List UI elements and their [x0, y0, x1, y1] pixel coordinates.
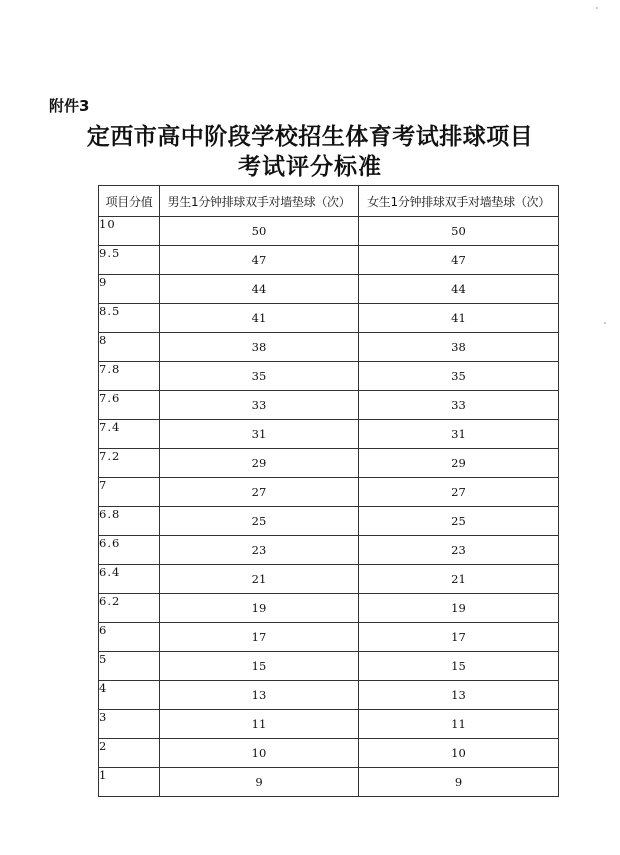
- table-row: [99, 362, 559, 391]
- male-count-cell: 27: [160, 478, 359, 507]
- score-cell: 6: [99, 623, 160, 652]
- table-body: [99, 217, 559, 797]
- male-count-cell: 31: [160, 420, 359, 449]
- female-count-cell: 13: [359, 681, 559, 710]
- score-cell: 6.8: [99, 507, 160, 536]
- score-cell: 5: [99, 652, 160, 681]
- score-cell: 7.8: [99, 362, 160, 391]
- table-row: [99, 565, 559, 594]
- male-count-cell: 33: [160, 391, 359, 420]
- score-cell: 6.6: [99, 536, 160, 565]
- document-subtitle: 考试评分标准: [238, 153, 382, 180]
- score-cell: 6.2: [99, 594, 160, 623]
- table-row: [99, 536, 559, 565]
- male-count-cell: 44: [160, 275, 359, 304]
- table-row: [99, 623, 559, 652]
- table-header-row: [99, 186, 559, 217]
- table-row: [99, 681, 559, 710]
- female-count-cell: 27: [359, 478, 559, 507]
- female-count-cell: 15: [359, 652, 559, 681]
- scoring-table: [98, 185, 559, 797]
- table-row: [99, 739, 559, 768]
- header-male: 男生1分钟排球双手对墙垫球（次）: [160, 186, 359, 217]
- female-count-cell: 11: [359, 710, 559, 739]
- score-cell: 8.5: [99, 304, 160, 333]
- male-count-cell: 41: [160, 304, 359, 333]
- female-count-cell: 44: [359, 275, 559, 304]
- table-row: [99, 391, 559, 420]
- female-count-cell: 41: [359, 304, 559, 333]
- male-count-cell: 15: [160, 652, 359, 681]
- female-count-cell: 50: [359, 217, 559, 246]
- female-count-cell: 21: [359, 565, 559, 594]
- female-count-cell: 23: [359, 536, 559, 565]
- score-cell: 2: [99, 739, 160, 768]
- female-count-cell: 38: [359, 333, 559, 362]
- table-row: [99, 333, 559, 362]
- scan-speck: [604, 322, 606, 324]
- female-count-cell: 33: [359, 391, 559, 420]
- male-count-cell: 25: [160, 507, 359, 536]
- table-row: [99, 478, 559, 507]
- female-count-cell: 19: [359, 594, 559, 623]
- table-row: [99, 594, 559, 623]
- male-count-cell: 19: [160, 594, 359, 623]
- male-count-cell: 21: [160, 565, 359, 594]
- attachment-label: 附件3: [49, 97, 90, 115]
- header-female: 女生1分钟排球双手对墙垫球（次）: [359, 186, 559, 217]
- score-cell: 8: [99, 333, 160, 362]
- male-count-cell: 9: [160, 768, 359, 797]
- score-cell: 3: [99, 710, 160, 739]
- female-count-cell: 47: [359, 246, 559, 275]
- male-count-cell: 47: [160, 246, 359, 275]
- score-cell: 7.2: [99, 449, 160, 478]
- male-count-cell: 13: [160, 681, 359, 710]
- table-row: [99, 507, 559, 536]
- male-count-cell: 17: [160, 623, 359, 652]
- score-cell: 4: [99, 681, 160, 710]
- female-count-cell: 35: [359, 362, 559, 391]
- table-row: [99, 710, 559, 739]
- male-count-cell: 10: [160, 739, 359, 768]
- female-count-cell: 25: [359, 507, 559, 536]
- female-count-cell: 9: [359, 768, 559, 797]
- scan-speck: [596, 7, 598, 9]
- score-cell: 7: [99, 478, 160, 507]
- table-row: [99, 420, 559, 449]
- table-row: [99, 246, 559, 275]
- table-row: [99, 449, 559, 478]
- score-cell: 9.5: [99, 246, 160, 275]
- table-row: [99, 275, 559, 304]
- male-count-cell: 11: [160, 710, 359, 739]
- female-count-cell: 10: [359, 739, 559, 768]
- male-count-cell: 23: [160, 536, 359, 565]
- female-count-cell: 31: [359, 420, 559, 449]
- table-row: [99, 304, 559, 333]
- score-cell: 7.6: [99, 391, 160, 420]
- table-row: [99, 652, 559, 681]
- score-cell: 6.4: [99, 565, 160, 594]
- document-title: 定西市高中阶段学校招生体育考试排球项目: [86, 123, 534, 150]
- male-count-cell: 50: [160, 217, 359, 246]
- score-cell: 1: [99, 768, 160, 797]
- score-cell: 7.4: [99, 420, 160, 449]
- male-count-cell: 35: [160, 362, 359, 391]
- score-cell: 10: [99, 217, 160, 246]
- male-count-cell: 38: [160, 333, 359, 362]
- table-row: [99, 768, 559, 797]
- score-cell: 9: [99, 275, 160, 304]
- male-count-cell: 29: [160, 449, 359, 478]
- female-count-cell: 29: [359, 449, 559, 478]
- table-row: [99, 217, 559, 246]
- female-count-cell: 17: [359, 623, 559, 652]
- header-score: 项目分值: [99, 186, 160, 217]
